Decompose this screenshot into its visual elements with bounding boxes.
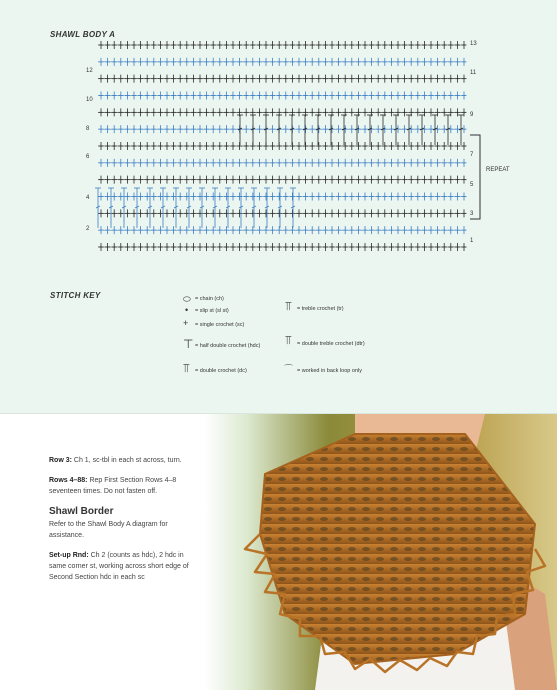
row-number-right: 3 <box>470 211 474 217</box>
row-number-left: 8 <box>86 126 90 132</box>
key-double-treble-crochet: = double treble crochet (dtr) <box>297 341 365 347</box>
row-3-instruction: Row 3: Ch 1, sc-tbl in each st across, turn. <box>49 457 182 464</box>
single-crochet-symbol: + <box>183 318 189 328</box>
key-slip-stitch: = slip st (sl st) <box>195 308 229 314</box>
key-chain: = chain (ch) <box>195 296 224 302</box>
back-loop-symbol: ⌒ <box>284 364 294 374</box>
double-treble-crochet-symbol: ⫪ <box>285 333 292 347</box>
key-half-double-crochet: = half double crochet (hdc) <box>195 343 261 349</box>
key-double-crochet: = double crochet (dc) <box>195 368 247 374</box>
stitch-row <box>98 243 467 251</box>
slip-stitch-symbol: • <box>185 305 189 315</box>
stitch-row <box>98 159 467 167</box>
rows-4-88-instruction: Rows 4–88: Rep First Section Rows 4–8 seventeen times. Do not fasten off. <box>49 477 177 495</box>
stitch-row <box>98 41 467 49</box>
chain-symbol: ⬭ <box>183 294 191 304</box>
row-number-left: 4 <box>86 195 90 201</box>
row-number-right: 1 <box>470 238 474 244</box>
row-number-left: 10 <box>86 97 93 103</box>
stitch-key-title: STITCH KEY <box>50 291 101 300</box>
row-number-left: 6 <box>86 154 90 160</box>
half-double-crochet-symbol: ⊤ <box>183 337 194 351</box>
row-number-right: 11 <box>470 70 477 76</box>
stitch-row <box>98 125 467 133</box>
stitch-row <box>98 193 467 201</box>
stitch-row <box>98 209 467 217</box>
stitch-row <box>98 92 467 100</box>
treble-crochet-symbol: ⫪ <box>285 299 292 313</box>
row-number-right: 9 <box>470 112 474 118</box>
instructions-text <box>49 455 199 592</box>
stitch-row <box>98 58 467 66</box>
key-treble-crochet: = treble crochet (tr) <box>297 306 344 312</box>
tall-stitch-group <box>237 115 464 145</box>
key-single-crochet: = single crochet (sc) <box>195 322 245 328</box>
stitch-row <box>98 75 467 83</box>
repeat-label: REPEAT <box>486 167 510 173</box>
chart-title: SHAWL BODY A <box>50 30 116 39</box>
shawl-photo <box>205 414 557 690</box>
repeat-bracket <box>470 135 480 219</box>
key-back-loop: = worked in back loop only <box>297 368 362 374</box>
row-number-right: 13 <box>470 41 477 47</box>
stitch-row <box>98 226 467 234</box>
stitch-row <box>98 142 467 150</box>
row-number-right: 5 <box>470 182 474 188</box>
stitch-row <box>98 176 467 184</box>
double-crochet-symbol: ⫪ <box>183 361 190 375</box>
row-number-left: 2 <box>86 226 90 232</box>
stitch-rows <box>95 41 467 251</box>
row-number-right: 7 <box>470 152 474 158</box>
border-instruction: Refer to the Shawl Body A diagram for assistance. <box>49 521 168 539</box>
setup-round-instruction: Set-up Rnd: Ch 2 (counts as hdc), 2 hdc in same corner st, working across short edge of Second Section hdc in each sc <box>49 552 189 581</box>
row-number-left: 12 <box>86 68 93 74</box>
border-heading: Shawl Border <box>49 506 114 517</box>
